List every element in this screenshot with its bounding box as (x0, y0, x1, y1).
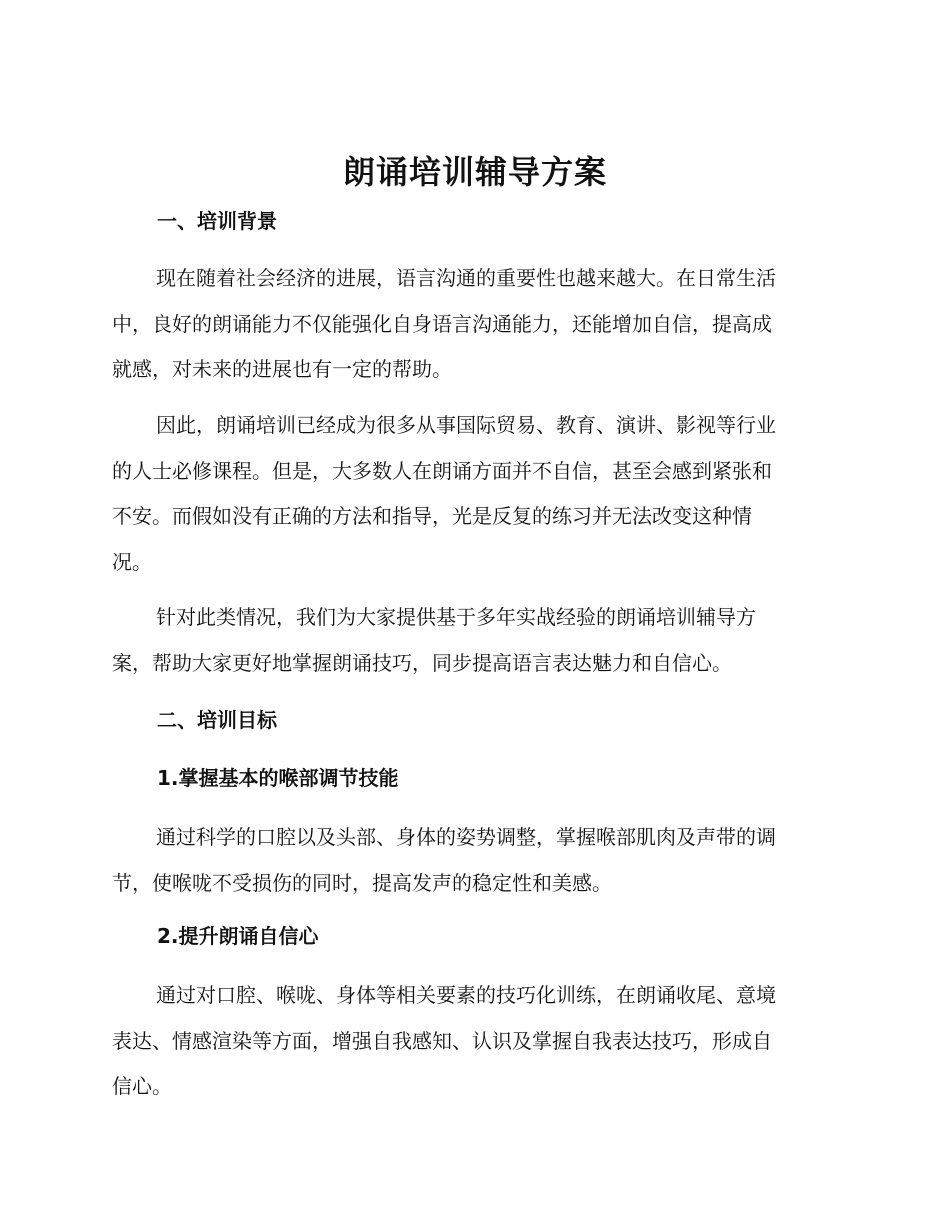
paragraph-line: 案，帮助大家更好地掌握朗诵技巧，同步提高语言表达魅力和自信心。 (112, 650, 732, 675)
paragraph-line: 不安。而假如没有正确的方法和指导，光是反复的练习并无法改变这种情 (112, 504, 752, 528)
paragraph-line: 表达、情感渲染等方面，增强自我感知、认识及掌握自我表达技巧，形成自 (112, 1028, 772, 1053)
section-heading-background: 一、培训背景 (157, 209, 277, 233)
subsection-heading-1: 1.掌握基本的喉部调节技能 (157, 766, 399, 790)
paragraph-line: 因此，朗诵培训已经成为很多从事国际贸易、教育、演讲、影视等行业 (156, 413, 776, 437)
paragraph-line: 况。 (112, 549, 152, 574)
document-title: 朗诵培训辅导方案 (342, 153, 607, 191)
section-heading-goals: 二、培训目标 (157, 708, 277, 732)
paragraph-line: 现在随着社会经济的进展，语言沟通的重要性也越来越大。在日常生活 (156, 266, 776, 290)
paragraph-background-1 (112, 256, 830, 393)
paragraph-goal-1 (112, 815, 830, 906)
paragraph-line: 就感，对未来的进展也有一定的帮助。 (112, 357, 452, 381)
subsection-heading-2: 2.提升朗诵自信心 (157, 924, 319, 948)
paragraph-line: 中，良好的朗诵能力不仅能强化自身语言沟通能力，还能增加自信，提高成 (112, 311, 772, 336)
paragraph-background-3 (112, 595, 830, 686)
paragraph-line: 信心。 (112, 1074, 172, 1098)
paragraph-line: 通过对口腔、喉咙、身体等相关要素的技巧化训练，在朗诵收尾、意境 (156, 983, 776, 1007)
paragraph-line: 通过科学的口腔以及头部、身体的姿势调整，掌握喉部肌肉及声带的调 (156, 825, 776, 849)
paragraph-line: 的人士必修课程。但是，大多数人在朗诵方面并不自信，甚至会感到紧张和 (112, 458, 772, 483)
paragraph-goal-2 (112, 973, 830, 1110)
paragraph-background-2 (112, 403, 830, 585)
paragraph-line: 节，使喉咙不受损伤的同时，提高发声的稳定性和美感。 (112, 870, 612, 895)
paragraph-line: 针对此类情况，我们为大家提供基于多年实战经验的朗诵培训辅导方 (156, 605, 756, 629)
